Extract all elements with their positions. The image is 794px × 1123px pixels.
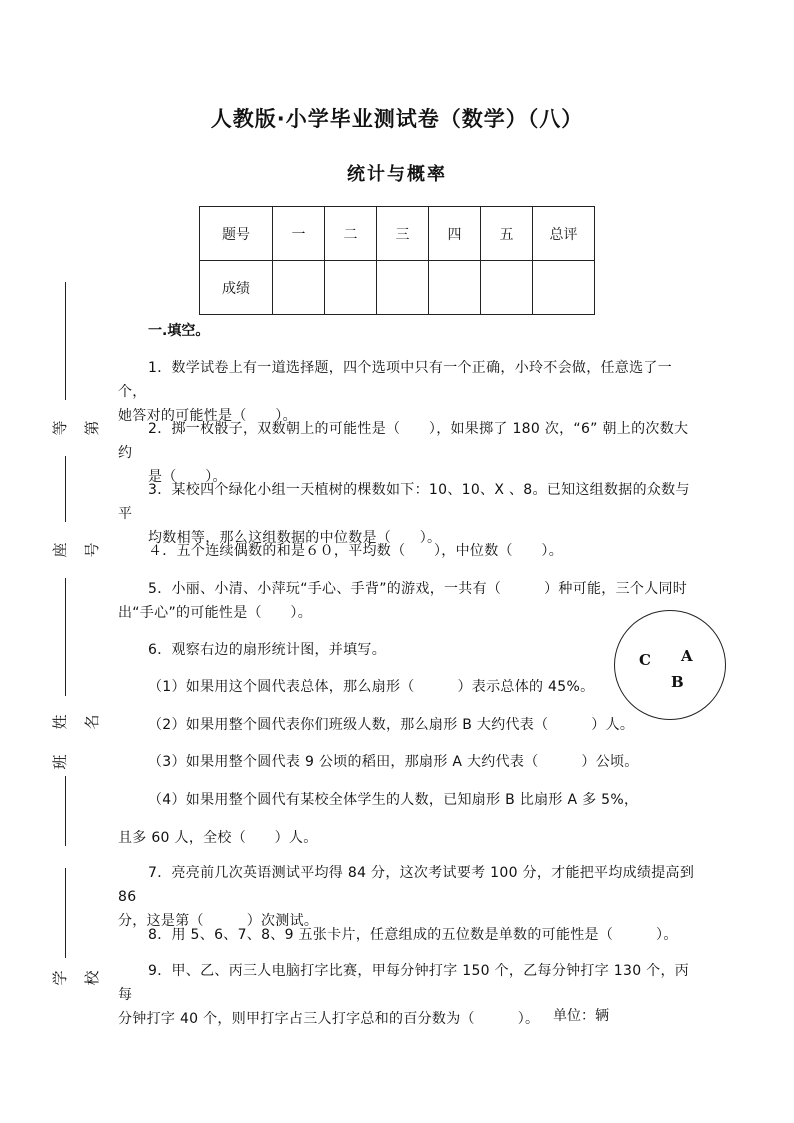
question-8	[148, 923, 698, 947]
question-5-line-2: 出“手心”的可能性是（ ）。	[118, 605, 313, 621]
header-cell-2: 二	[325, 207, 377, 261]
question-9-line-2: 分钟打字 40 个，则甲打字占三人打字总和的百分数为（ ）。	[118, 1011, 540, 1027]
question-1-line-2: 她答对的可能性是（ ）。	[118, 408, 297, 424]
question-6-3-text: （3）如果用整个圆代表 9 公顷的稻田，那扇形 A 大约代表（ ）公顷。	[148, 754, 639, 770]
unit-label: 单位：辆	[553, 1008, 609, 1024]
score-table-score-row	[200, 261, 595, 315]
question-7-line-2: 分，这是第（ ）次测试。	[118, 913, 319, 929]
question-4	[148, 539, 698, 563]
question-2-line-2: 是（ ）。	[148, 469, 227, 485]
question-2-line-1: 2．掷一枚骰子，双数朝上的可能性是（ ），如果掷了 180 次，“6” 朝上的次数大约	[118, 421, 689, 461]
side-label-seat: 座号	[51, 542, 101, 558]
question-6-4-line-2: 且多 60 人，全校（ ）人。	[118, 830, 318, 846]
section-title: 一.填空。	[148, 323, 210, 339]
header-cell-number: 题号	[200, 207, 273, 261]
score-cell-1[interactable]	[273, 261, 325, 315]
score-table	[199, 206, 595, 315]
side-label-class: 班	[51, 754, 69, 770]
class-line	[65, 776, 66, 846]
question-6-4	[118, 788, 698, 850]
pie-label-a: A	[681, 647, 693, 665]
question-6-2-text: （2）如果用整个圆代表你们班级人数，那么扇形 B 大约代表（ ）人。	[148, 717, 635, 733]
side-label-grade: 等第	[51, 420, 101, 436]
header-cell-4: 四	[429, 207, 481, 261]
score-row-label: 成绩	[200, 261, 273, 315]
question-6-2	[148, 713, 698, 737]
page-subtitle: 统计与概率	[347, 164, 447, 185]
question-9	[118, 959, 698, 1031]
question-6-3	[148, 750, 698, 774]
grade-line	[65, 282, 66, 400]
question-6-text: 6．观察右边的扇形统计图，并填写。	[148, 642, 387, 658]
score-cell-3[interactable]	[377, 261, 429, 315]
question-8-text: 8．用 5、6、7、8、9 五张卡片，任意组成的五位数是单数的可能性是（ ）。	[148, 927, 678, 943]
question-7-line-1: 7．亮亮前几次英语测试平均得 84 分，这次考试要考 100 分，才能把平均成绩提高到 86	[118, 865, 695, 905]
question-3-line-1: 3．某校四个绿化小组一天植树的棵数如下：10、10、X 、8。已知这组数据的众数与平	[118, 482, 690, 522]
pie-label-b: B	[671, 673, 684, 691]
score-cell-4[interactable]	[429, 261, 481, 315]
question-4-text: ４．五个连续偶数的和是６０，平均数（ ），中位数（ ）。	[148, 543, 563, 559]
question-6-1	[148, 675, 618, 699]
header-cell-5: 五	[481, 207, 533, 261]
page-title: 人教版·小学毕业测试卷（数学）（八）	[210, 107, 584, 131]
header-cell-3: 三	[377, 207, 429, 261]
header-cell-total: 总评	[533, 207, 595, 261]
question-6-1-text: （1）如果用这个圆代表总体，那么扇形（ ）表示总体的 45%。	[148, 679, 595, 695]
side-label-name: 姓名	[51, 714, 101, 730]
seat-line	[65, 456, 66, 522]
question-6-4-line-1: （4）如果用整个圆代有某校全体学生的人数，已知扇形 B 比扇形 A 多 5%，	[148, 792, 639, 808]
question-1-line-1: 1．数学试卷上有一道选择题，四个选项中只有一个正确，小玲不会做，任意选了一个，	[118, 360, 673, 400]
score-cell-2[interactable]	[325, 261, 377, 315]
pie-label-c: C	[639, 651, 651, 669]
header-cell-1: 一	[273, 207, 325, 261]
score-cell-5[interactable]	[481, 261, 533, 315]
question-9-line-1: 9．甲、乙、丙三人电脑打字比赛，甲每分钟打字 150 个，乙每分钟打字 130 个，丙每	[118, 963, 690, 1003]
name-line	[65, 578, 66, 696]
question-5-line-1: 5．小丽、小清、小萍玩“手心、手背”的游戏，一共有（ ）种可能，三个人同时	[148, 581, 688, 597]
score-cell-total[interactable]	[533, 261, 595, 315]
pie-chart	[614, 610, 726, 720]
question-3-line-2: 均数相等，那么这组数据的中位数是（ ）。	[148, 530, 442, 546]
question-5	[118, 577, 698, 625]
question-6	[148, 638, 608, 662]
side-label-school: 学校	[51, 970, 101, 986]
school-line	[65, 868, 66, 958]
score-table-header-row	[200, 207, 595, 261]
